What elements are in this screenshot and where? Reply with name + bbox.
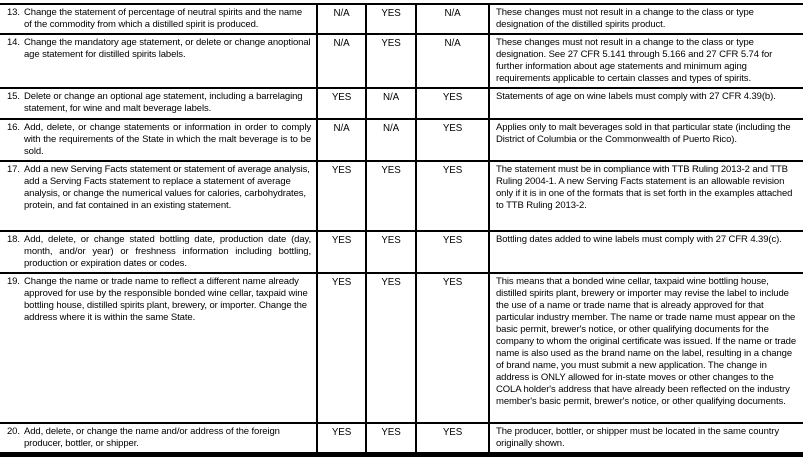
description-cell	[0, 5, 318, 33]
value-cell-2: YES	[367, 35, 417, 87]
description-cell	[0, 232, 318, 272]
description-cell	[0, 89, 318, 118]
comment-cell: Applies only to malt beverages sold in that particular state (including the District of Columbia or the Commonwealth of Puerto Rico).	[496, 122, 791, 145]
row-number: 14.	[7, 37, 20, 48]
value-cell-2: YES	[367, 232, 417, 272]
value-cell-3: N/A	[417, 5, 490, 33]
row-number: 20.	[7, 426, 20, 437]
value-cell-3: YES	[417, 424, 490, 452]
row-number: 19.	[7, 276, 20, 287]
row-description: Change the mandatory age statement, or delete or change anoptional age statement for distilled spirits labels.	[24, 37, 311, 60]
value-cell-3: YES	[417, 120, 490, 160]
table-row	[0, 35, 803, 89]
table-row	[0, 232, 803, 274]
value-cell-1: YES	[318, 162, 367, 230]
row-description: Delete or change an optional age statement, including a barrelaging statement, for wine and malt beverage labels.	[24, 91, 303, 114]
comment-cell: Bottling dates added to wine labels must comply with 27 CFR 4.39(c).	[496, 234, 782, 245]
table-row	[0, 89, 803, 120]
row-description: Add, delete, or change statements or information in order to comply with the requirements of the State in which the malt beverage is to be sold.	[24, 122, 311, 157]
value-cell-1: N/A	[318, 35, 367, 87]
value-cell-2: YES	[367, 162, 417, 230]
description-cell	[0, 120, 318, 160]
row-description: Add, delete, or change stated bottling date, production date (day, month, and/or year) or freshness information including bottling, production or expiration dates or codes.	[24, 234, 311, 269]
row-number: 16.	[7, 122, 20, 133]
value-cell-1: N/A	[318, 120, 367, 160]
value-cell-1: YES	[318, 232, 367, 272]
description-cell	[0, 424, 318, 452]
row-number: 18.	[7, 234, 20, 245]
row-description: Add a new Serving Facts statement or statement of average analysis, add a Serving Facts statement to replace a statement of average analysis, or change the numerical values for calories, carbohydrates, protein, and fat contained in an existing statement.	[24, 164, 310, 211]
value-cell-2: N/A	[367, 89, 417, 118]
value-cell-1: YES	[318, 424, 367, 452]
row-number: 17.	[7, 164, 20, 175]
value-cell-3: YES	[417, 162, 490, 230]
row-description: Change the statement of percentage of neutral spirits and the name of the commodity from which a distilled spirit is produced.	[24, 7, 303, 30]
comment-cell: The statement must be in compliance with TTB Ruling 2013-2 and TTB Ruling 2004-1. A new Serving Facts statement is an allowable revision only if it is in one of the formats that is set forth in the examples attached to TTB Ruling 2013-2.	[496, 164, 793, 211]
value-cell-2: YES	[367, 274, 417, 422]
comment-cell: These changes must not result in a change to the class or type designation. See 27 CFR 5.141 through 5.166 and 27 CFR 5.74 for further information about age statements and minimum aging requirements applicable to certain classes and types of spirits.	[496, 37, 773, 84]
table-row	[0, 120, 803, 162]
description-cell	[0, 35, 318, 87]
comment-cell: Statements of age on wine labels must comply with 27 CFR 4.39(b).	[496, 91, 776, 102]
table-row	[0, 424, 803, 452]
value-cell-2: YES	[367, 424, 417, 452]
row-number: 15.	[7, 91, 20, 102]
value-cell-2: YES	[367, 5, 417, 33]
value-cell-3: YES	[417, 274, 490, 422]
value-cell-3: YES	[417, 89, 490, 118]
value-cell-1: YES	[318, 274, 367, 422]
description-cell	[0, 274, 318, 422]
value-cell-3: N/A	[417, 35, 490, 87]
table-row	[0, 5, 803, 35]
value-cell-1: YES	[318, 89, 367, 118]
row-description: Change the name or trade name to reflect a different name already approved for use by the responsible bonded wine cellar, taxpaid wine bottling house, distilled spirits plant, brewery, or importer. Change the address where it is within the same State.	[24, 276, 308, 323]
table-row	[0, 274, 803, 424]
row-number: 13.	[7, 7, 20, 18]
table-row	[0, 162, 803, 232]
value-cell-1: N/A	[318, 5, 367, 33]
value-cell-2: N/A	[367, 120, 417, 160]
label-revision-table	[0, 3, 803, 457]
description-cell	[0, 162, 318, 230]
value-cell-3: YES	[417, 232, 490, 272]
comment-cell: These changes must not result in a change to the class or type designation of the distilled spirits product.	[496, 7, 754, 30]
comment-cell: This means that a bonded wine cellar, taxpaid wine bottling house, distilled spirits plant, brewery or importer may revise the label to include the use of a name or trade name that is already approved for that particular industry member. The name or trade name must appear on the basic permit, brewer's notice, or other qualifying documents for the company to whom the original certificate was issued. If the name or trade name is also used as the brand name on the label, resulting in a change of brand name, you must submit a new application. The change in address is ONLY allowed for in-state moves or other changes to the COLA holder's address that have already been reflected on the industry member's basic permit, brewer's notice, or other qualifying documents.	[496, 276, 797, 407]
comment-cell: The producer, bottler, or shipper must be located in the same country originally shown.	[496, 426, 780, 449]
row-description: Add, delete, or change the name and/or address of the foreign producer, bottler, or shipper.	[24, 426, 280, 449]
